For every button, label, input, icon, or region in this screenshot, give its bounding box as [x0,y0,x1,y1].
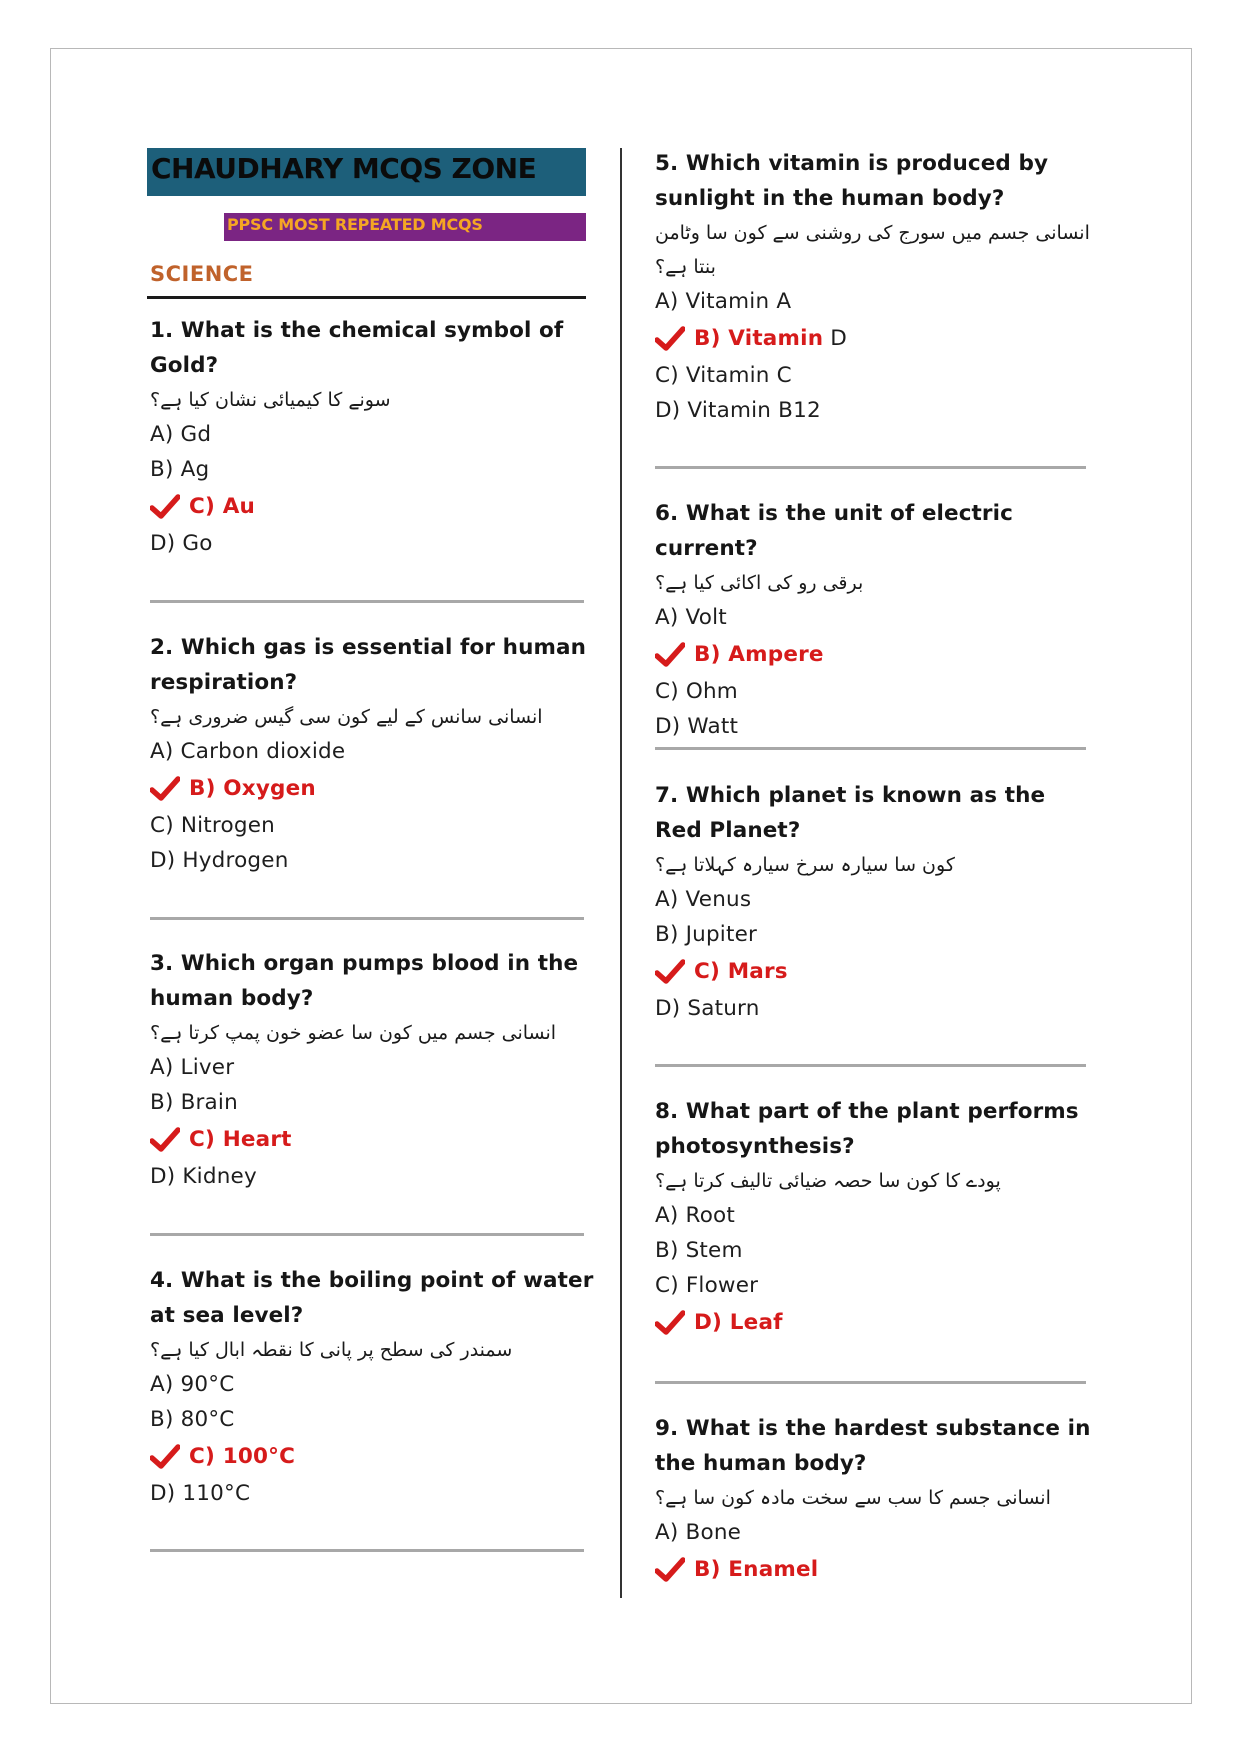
question-text: 3. Which organ pumps blood in the human body? [150,951,579,1011]
question-block [150,1263,595,1511]
question-text: 4. What is the boiling point of water at sea level? [150,1268,594,1328]
question-urdu: برقی رو کی اکائی کیا ہے؟ [655,572,864,594]
checkmark-icon [150,1127,180,1153]
option: B) 80°C [150,1407,235,1432]
question-block [655,1094,1091,1342]
correct-option-label: C) 100°C [189,1444,296,1469]
option: D) 110°C [150,1481,251,1506]
option: C) Ohm [655,679,738,704]
checkmark-icon [150,1444,180,1470]
question-separator [655,747,1086,750]
option: B) Ag [150,457,210,482]
correct-option [655,954,1091,989]
correct-option-suffix: D [823,326,847,351]
correct-option [655,1552,1091,1587]
correct-option-label: C) Mars [694,959,788,984]
option: A) Gd [150,422,212,447]
option: D) Hydrogen [150,848,289,873]
correct-option [655,1305,1091,1340]
correct-option-label: B) Ampere [694,642,824,667]
question-separator [150,917,584,920]
question-separator [150,1549,584,1552]
question-separator [655,1064,1086,1067]
question-block [150,313,590,561]
option: B) Jupiter [655,922,758,947]
correct-option [150,1439,595,1474]
question-urdu: انسانی جسم میں سورج کی روشنی سے کون سا وٹامن بنتا ہے؟ [655,222,1090,278]
question-text: 7. Which planet is known as the Red Planet? [655,783,1046,843]
question-block [655,1411,1091,1589]
section-title: SCIENCE [150,262,254,286]
option: A) 90°C [150,1372,235,1397]
option: C) Nitrogen [150,813,275,838]
option: D) Watt [655,714,739,739]
option: A) Liver [150,1055,235,1080]
question-text: 1. What is the chemical symbol of Gold? [150,318,564,378]
question-urdu: انسانی جسم میں کون سا عضو خون پمپ کرتا ہے؟ [150,1022,557,1044]
question-urdu: انسانی سانس کے لیے کون سی گیس ضروری ہے؟ [150,706,543,728]
question-block [150,630,590,878]
correct-option [655,637,1091,672]
option: A) Root [655,1203,736,1228]
option: B) Stem [655,1238,743,1263]
checkmark-icon [655,1310,685,1336]
checkmark-icon [655,1557,685,1583]
question-separator [655,1381,1086,1384]
option: B) Brain [150,1090,238,1115]
question-separator [655,466,1086,469]
correct-option-label: B) Oxygen [189,776,316,801]
option: D) Kidney [150,1164,257,1189]
option: D) Saturn [655,996,760,1021]
correct-option-label: C) Au [189,494,256,519]
question-text: 2. Which gas is essential for human respiration? [150,635,586,695]
question-urdu: سمندر کی سطح پر پانی کا نقطہ ابال کیا ہے؟ [150,1339,513,1361]
question-text: 5. Which vitamin is produced by sunlight in the human body? [655,151,1049,211]
option: A) Vitamin A [655,289,792,314]
question-text: 8. What part of the plant performs photosynthesis? [655,1099,1079,1159]
correct-option-label: D) Leaf [694,1310,783,1335]
option: A) Bone [655,1520,742,1545]
option: C) Vitamin C [655,363,792,388]
option: D) Go [150,531,213,556]
option: A) Carbon dioxide [150,739,346,764]
question-separator [150,1233,584,1236]
question-urdu: سونے کا کیمیائی نشان کیا ہے؟ [150,389,391,411]
correct-option [655,321,1091,356]
checkmark-icon [655,642,685,668]
checkmark-icon [150,776,180,802]
brand-banner: CHAUDHARY MCQS ZONE [147,148,586,196]
question-urdu: کون سا سیارہ سرخ سیارہ کہلاتا ہے؟ [655,854,955,876]
correct-option-label: B) Vitamin [694,326,824,351]
correct-option-label: C) Heart [189,1127,292,1152]
option: D) Vitamin B12 [655,398,821,423]
option: A) Volt [655,605,727,630]
column-divider [620,148,622,1598]
question-urdu: پودے کا کون سا حصہ ضیائی تالیف کرتا ہے؟ [655,1170,1001,1192]
question-block [655,146,1091,428]
question-block [150,946,590,1194]
checkmark-icon [655,959,685,985]
correct-option-label: B) Enamel [694,1557,819,1582]
subtitle-banner: PPSC MOST REPEATED MCQS [224,213,586,241]
checkmark-icon [655,326,685,352]
question-block [655,778,1091,1026]
section-rule [147,296,586,299]
question-block [655,496,1091,744]
option: C) Flower [655,1273,759,1298]
correct-option [150,771,590,806]
question-text: 6. What is the unit of electric current? [655,501,1013,561]
question-text: 9. What is the hardest substance in the human body? [655,1416,1091,1476]
question-urdu: انسانی جسم کا سب سے سخت مادہ کون سا ہے؟ [655,1487,1051,1509]
correct-option [150,1122,590,1157]
question-separator [150,600,584,603]
checkmark-icon [150,494,180,520]
option: A) Venus [655,887,752,912]
correct-option [150,489,590,524]
